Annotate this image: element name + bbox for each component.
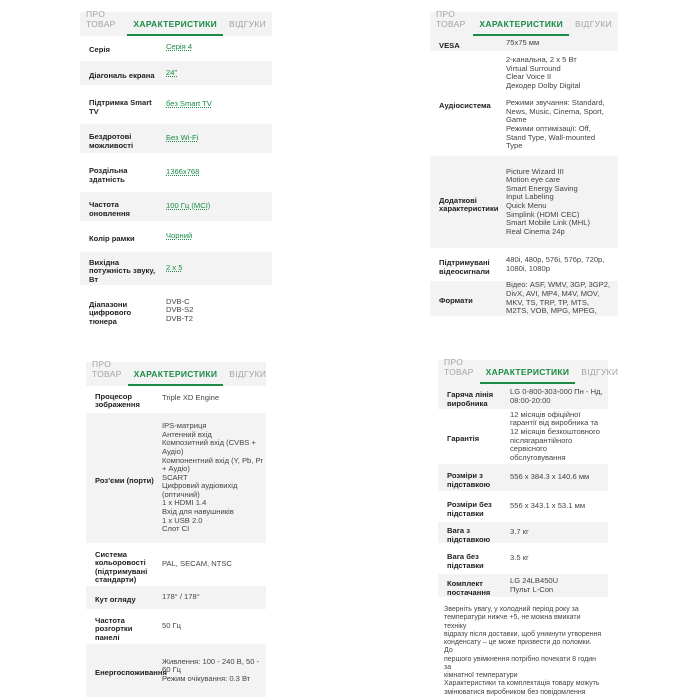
- spec-value-link[interactable]: Без Wi-Fi: [166, 133, 199, 143]
- spec-row: [80, 252, 272, 288]
- spec-label: Діапазони цифрового тюнера: [89, 299, 132, 326]
- spec-value-link[interactable]: Серія 4: [166, 41, 193, 51]
- spec-value[interactable]: [160, 156, 199, 189]
- spec-label: Система кольоровості (підтримувані стандарти): [95, 549, 148, 584]
- tab-about[interactable]: ПРО ТОВАР: [436, 9, 466, 29]
- tabs-bar: [80, 9, 272, 36]
- spec-value-line: Композитний вхід (CVBS +: [162, 438, 256, 448]
- spec-row: [86, 413, 266, 546]
- spec-value-line: Цифровий аудіовихід: [162, 481, 238, 491]
- spec-value-line: Антенний вхід: [162, 429, 212, 439]
- spec-value-text: 3.5 кг: [510, 553, 529, 563]
- spec-label: Підтримка Smart TV: [89, 98, 152, 116]
- spec-label: Роз'єми (порти): [95, 475, 154, 485]
- spec-value-line: Stand Type, Wall-mounted: [506, 132, 596, 142]
- tabs-bar: [430, 9, 618, 36]
- spec-value-line: + Аудіо): [162, 464, 190, 474]
- spec-value-line: 60 Гц: [162, 665, 182, 675]
- spec-row: [80, 88, 272, 124]
- spec-value-line: Input Labeling: [506, 192, 554, 202]
- tab-about[interactable]: ПРО ТОВАР: [86, 9, 116, 29]
- spec-value-line: DVB-T2: [166, 313, 194, 323]
- spec-value-line: SCART: [162, 472, 188, 482]
- spec-row: [430, 156, 618, 251]
- spec-value-line: 480i, 480p, 576i, 576p, 720p,: [506, 254, 605, 264]
- spec-label: Кут огляду: [95, 595, 136, 605]
- spec-value-line: M2TS, VOB, MPG, MPEG,: [506, 306, 597, 316]
- spec-value-text: PAL, SECAM, NTSC: [162, 559, 232, 569]
- tab-about[interactable]: ПРО ТОВАР: [444, 357, 474, 377]
- tab-reviews[interactable]: ВІДГУКИ: [575, 19, 612, 29]
- spec-label: Додаткові характеристики: [439, 195, 499, 213]
- spec-value: [504, 546, 529, 571]
- spec-label: Бездротові можливості: [89, 132, 134, 150]
- spec-row: [438, 494, 608, 522]
- spec-value: [156, 644, 259, 697]
- spec-value-line: Вхід для навушників: [162, 507, 234, 517]
- spec-value-line: DivX, AVI, MP4, M4V, MOV,: [506, 288, 600, 298]
- spec-label: Частота розгортки панелі: [95, 615, 133, 642]
- spec-value-line: Game: [506, 115, 527, 125]
- spec-row: [80, 192, 272, 224]
- tab-specs[interactable]: ХАРАКТЕРИСТИКИ: [480, 367, 576, 384]
- spec-row: [80, 124, 272, 156]
- spec-value-line: 1080i, 1080p: [506, 263, 550, 273]
- spec-row: [80, 224, 272, 252]
- spec-value-text: 178° / 178°: [162, 592, 200, 602]
- spec-value-line: IPS-матриця: [162, 421, 207, 431]
- spec-value[interactable]: [160, 36, 192, 58]
- specs-panel-1: [80, 9, 272, 342]
- spec-value-line: обслуговування: [510, 452, 566, 462]
- spec-value-line: післягарантійного сервісного: [510, 435, 573, 454]
- spec-value[interactable]: [160, 224, 192, 249]
- spec-value: [500, 54, 605, 153]
- spec-value-line: DVB-C: [166, 296, 190, 306]
- tab-specs[interactable]: ХАРАКТЕРИСТИКИ: [473, 19, 569, 36]
- spec-label: Роздільна здатність: [89, 166, 128, 184]
- spec-value[interactable]: [160, 88, 212, 121]
- specs-panel-4: [438, 357, 619, 696]
- spec-row: [86, 612, 266, 644]
- spec-label: Комплект постачання: [447, 579, 491, 597]
- spec-label: Вихідна потужність звуку, Вт: [89, 257, 156, 284]
- tab-reviews[interactable]: ВІДГУКИ: [581, 367, 619, 377]
- spec-label: Аудіосистема: [439, 101, 491, 111]
- spec-value: [156, 612, 181, 641]
- spec-value[interactable]: [160, 61, 177, 85]
- spec-label: VESA: [439, 41, 460, 51]
- spec-value-line: Режими звучання: Standard,: [506, 98, 605, 108]
- spec-value-line: LG 24LB450U: [510, 575, 559, 585]
- tabs-bar: [438, 357, 619, 384]
- spec-label: Частота оновлення: [89, 200, 130, 218]
- spec-value-line: Пульт L-Con: [510, 584, 554, 594]
- tab-specs[interactable]: ХАРАКТЕРИСТИКИ: [128, 369, 224, 386]
- spec-value-line: Smart Mobile Link (MHL): [506, 218, 590, 228]
- spec-row: [80, 156, 272, 192]
- spec-label: Серія: [89, 44, 110, 54]
- spec-value-line: Компонентний вхід (Y, Pb, Pr: [162, 455, 264, 465]
- tab-reviews[interactable]: ВІДГУКИ: [229, 369, 267, 379]
- tab-about[interactable]: ПРО ТОВАР: [92, 359, 122, 379]
- spec-value: [156, 413, 263, 543]
- spec-row: [438, 409, 608, 464]
- spec-value: [504, 464, 589, 491]
- spec-value-line: 1 x HDMI 1.4: [162, 498, 207, 508]
- spec-row: [80, 61, 272, 88]
- spec-value: [500, 281, 610, 316]
- spec-value-text: 556 x 343.1 x 53.1 мм: [510, 501, 586, 511]
- specs-panel-3: [86, 359, 267, 688]
- spec-value-line: MKV, TS, TRP, TP, MTS,: [506, 297, 589, 307]
- spec-value: [500, 36, 539, 51]
- spec-label: Процесор зображення: [95, 391, 140, 409]
- spec-value-text: 50 Гц: [162, 621, 182, 631]
- spec-value-line: Слот CI: [162, 524, 190, 534]
- cold-weather-note: Зверніть увагу, у холодний період року за температури нижче +5, не можна вмикати техніку відразу після доставки, щоб уникнути утворення конденсату – це може призвести до поломки. До першого увімкнення потрібно почекати 8 годин за кімнатної температури Характеристики та комплектація товару можуть змінюватися виробником без повідомлення: [444, 606, 602, 696]
- spec-label: Формати: [439, 296, 473, 306]
- spec-row: [86, 644, 266, 700]
- spec-label: Колір рамки: [89, 234, 135, 244]
- spec-row: [430, 54, 618, 156]
- spec-value-link[interactable]: Чорний: [166, 231, 193, 241]
- spec-label: Розміри без підставки: [447, 500, 492, 518]
- spec-value: [156, 386, 219, 410]
- spec-value-line: Real Cinema 24p: [506, 226, 565, 236]
- spec-row: [438, 464, 608, 494]
- spec-value-line: Type: [506, 141, 523, 151]
- spec-value-line: Декодер Dolby Digital: [506, 81, 581, 91]
- spec-row: [438, 522, 608, 546]
- spec-value-line: 1 x USB 2.0: [162, 515, 203, 525]
- spec-value-text: 556 x 384.3 x 140.6 мм: [510, 472, 590, 482]
- spec-value: [504, 409, 608, 462]
- spec-label: Вага з підставкою: [447, 526, 491, 544]
- spec-label: Гаряча лінія виробника: [447, 390, 494, 408]
- spec-value-link[interactable]: без Smart TV: [166, 99, 212, 109]
- spec-value: [504, 522, 529, 543]
- spec-value-line: 2-канальна, 2 x 5 Вт: [506, 55, 577, 65]
- spec-value-line: гарантії від виробника та: [510, 418, 599, 428]
- spec-value-line: Режими оптимізації: Off,: [506, 123, 591, 133]
- spec-value-line: Відео: ASF, WMV, 3GP, 3GP2,: [506, 280, 611, 290]
- spec-value-line: LG 0-800-303-000 Пн - Нд,: [510, 386, 603, 396]
- spec-label: Розміри з підставкою: [447, 471, 491, 489]
- spec-row: [438, 384, 608, 412]
- spec-row: [430, 251, 618, 281]
- spec-value: [156, 546, 232, 583]
- spec-value: [500, 251, 604, 278]
- spec-label: Енергоспоживання: [95, 668, 167, 678]
- spec-value: [504, 384, 603, 409]
- spec-value-text: Triple XD Engine: [162, 392, 220, 402]
- specs-panel-2: [430, 9, 618, 338]
- spec-value-line: News, Music, Cinema, Sport,: [506, 106, 604, 116]
- tab-reviews[interactable]: ВІДГУКИ: [229, 19, 266, 29]
- spec-row: [430, 281, 618, 319]
- spec-row: [86, 586, 266, 612]
- spec-value[interactable]: [160, 124, 198, 153]
- spec-row: [438, 574, 608, 600]
- spec-value-line: Virtual Surround: [506, 63, 561, 73]
- spec-value-line: Живлення: 100 - 240 В, 50 -: [162, 656, 260, 666]
- spec-row: [86, 546, 266, 586]
- spec-value-line: (оптичний): [162, 489, 200, 499]
- spec-row: [80, 36, 272, 61]
- spec-value-link[interactable]: 1366x768: [166, 167, 200, 177]
- spec-value-line: Picture Wizard III: [506, 166, 564, 176]
- spec-value-line: DVB-S2: [166, 305, 194, 315]
- spec-value-link[interactable]: 2 x 5: [166, 263, 183, 273]
- spec-value-line: 12 місяців безкоштовного: [510, 426, 600, 436]
- spec-label: Вага без підставки: [447, 552, 484, 570]
- spec-value: [160, 288, 193, 333]
- spec-label: Діагональ екрана: [89, 70, 155, 80]
- spec-value-text: 75x75 мм: [506, 38, 540, 48]
- spec-value-text: 3.7 кг: [510, 527, 529, 537]
- spec-label: Гарантія: [447, 434, 480, 444]
- spec-value-link[interactable]: 24": [166, 67, 178, 77]
- spec-value-line: Motion eye care: [506, 175, 561, 185]
- spec-value-link[interactable]: 100 Гц (MCI): [166, 201, 211, 211]
- spec-value: [500, 156, 590, 248]
- spec-value-line: Quick Menu: [506, 201, 547, 210]
- spec-label: Підтримувані відеосигнали: [439, 258, 490, 276]
- tab-specs[interactable]: ХАРАКТЕРИСТИКИ: [127, 19, 223, 36]
- spec-value-line: Clear Voice II: [506, 72, 552, 82]
- spec-value[interactable]: [160, 192, 210, 221]
- spec-value: [504, 494, 585, 519]
- spec-value-line: Smart Energy Saving: [506, 183, 578, 193]
- spec-value-line: Simplink (HDMI CEC): [506, 209, 580, 219]
- spec-row: [80, 288, 272, 336]
- tabs-bar: [86, 359, 267, 386]
- spec-value-line: 08:00-20:00: [510, 395, 551, 405]
- spec-value-line: Аудіо): [162, 446, 184, 456]
- spec-row: [430, 36, 618, 54]
- spec-row: [86, 386, 266, 413]
- spec-row: [438, 546, 608, 574]
- spec-value: [156, 586, 200, 609]
- spec-value: [504, 574, 558, 597]
- spec-value-line: 12 місяців офіційної: [510, 409, 581, 419]
- spec-value[interactable]: [160, 252, 182, 285]
- spec-value-line: Режим очікування: 0.3 Вт: [162, 673, 251, 683]
